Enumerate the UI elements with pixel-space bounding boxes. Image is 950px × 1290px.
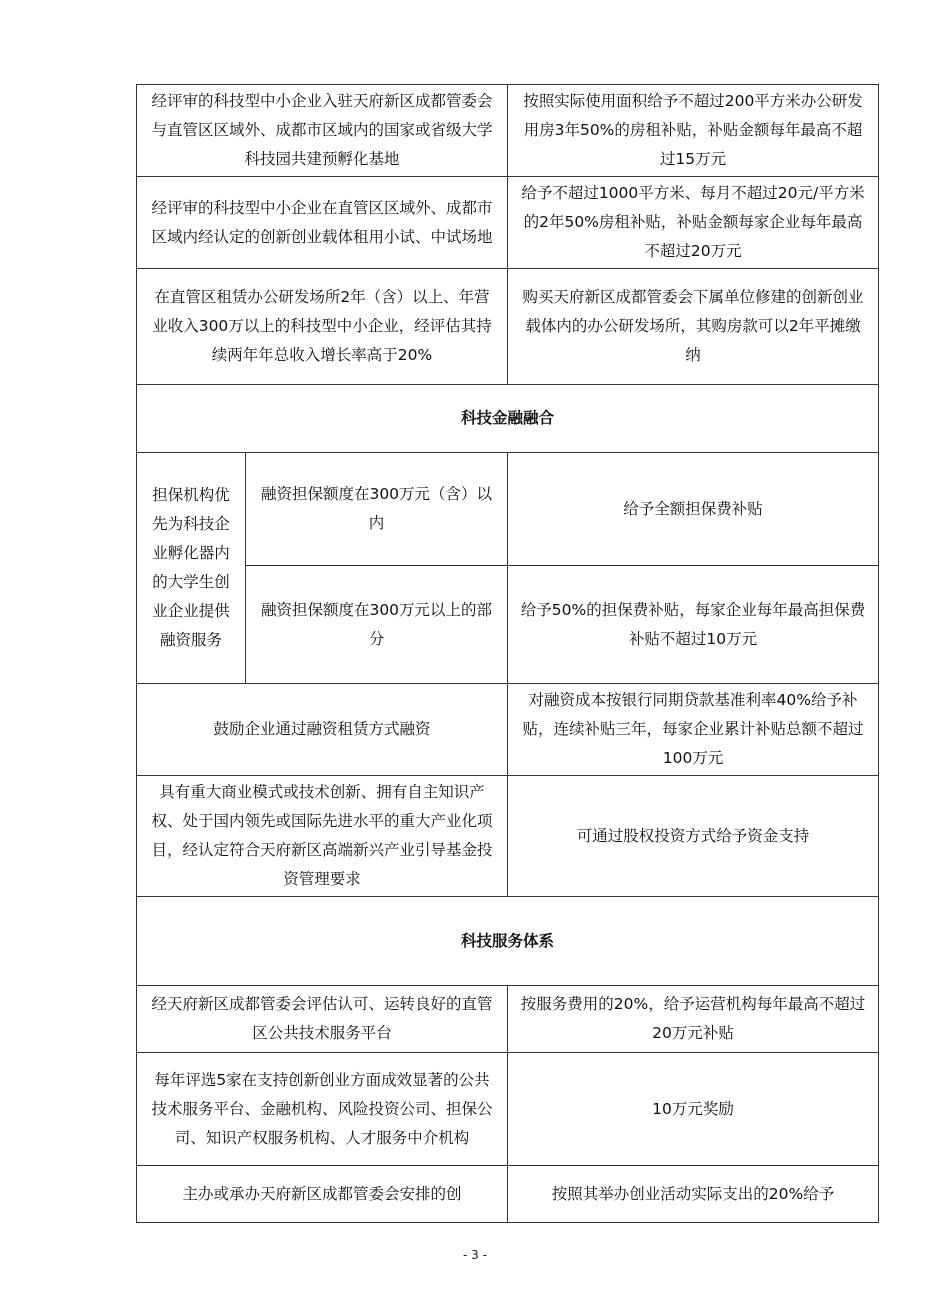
condition-cell: 具有重大商业模式或技术创新、拥有自主知识产权、处于国内领先或国际先进水平的重大产业化项目，经认定符合天府新区高端新兴产业引导基金投资管理要求 (137, 776, 508, 897)
policy-cell: 10万元奖励 (508, 1053, 879, 1166)
table-row (137, 85, 879, 177)
table-row (137, 269, 879, 385)
table-row (137, 566, 879, 684)
table-row (137, 1166, 879, 1223)
policy-cell: 给予50%的担保费补贴，每家企业每年最高担保费补贴不超过10万元 (508, 566, 879, 684)
page-number: - 3 - (463, 1248, 487, 1262)
policy-cell: 按照其举办创业活动实际支出的20%给予 (508, 1166, 879, 1223)
policy-table (136, 84, 879, 1223)
guarantee-org-cell: 担保机构优先为科技企业孵化器内的大学生创业企业提供融资服务 (137, 453, 246, 684)
table-row (137, 453, 879, 566)
condition-cell: 经天府新区成都管委会评估认可、运转良好的直管区公共技术服务平台 (137, 986, 508, 1053)
table-row (137, 986, 879, 1053)
policy-cell: 按照实际使用面积给予不超过200平方米办公研发用房3年50%的房租补贴，补贴金额每年最高不超过15万元 (508, 85, 879, 177)
condition-cell: 每年评选5家在支持创新创业方面成效显著的公共技术服务平台、金融机构、风险投资公司、担保公司、知识产权服务机构、人才服务中介机构 (137, 1053, 508, 1166)
section-title-finance: 科技金融融合 (137, 385, 879, 453)
section-title-service: 科技服务体系 (137, 897, 879, 986)
condition-cell: 鼓励企业通过融资租赁方式融资 (137, 684, 508, 776)
table-row (137, 684, 879, 776)
table-row (137, 177, 879, 269)
policy-cell: 给予不超过1000平方米、每月不超过20元/平方米的2年50%房租补贴，补贴金额每家企业每年最高不超过20万元 (508, 177, 879, 269)
policy-cell: 对融资成本按银行同期贷款基准利率40%给予补贴，连续补贴三年，每家企业累计补贴总额不超过100万元 (508, 684, 879, 776)
policy-cell: 按服务费用的20%，给予运营机构每年最高不超过20万元补贴 (508, 986, 879, 1053)
condition-cell: 在直管区租赁办公研发场所2年（含）以上、年营业收入300万以上的科技型中小企业，经评估其持续两年年总收入增长率高于20% (137, 269, 508, 385)
condition-cell: 经评审的科技型中小企业入驻天府新区成都管委会与直管区区域外、成都市区域内的国家或省级大学科技园共建预孵化基地 (137, 85, 508, 177)
section-row (137, 897, 879, 986)
section-row (137, 385, 879, 453)
policy-cell: 可通过股权投资方式给予资金支持 (508, 776, 879, 897)
policy-cell: 购买天府新区成都管委会下属单位修建的创新创业载体内的办公研发场所，其购房款可以2年平摊缴纳 (508, 269, 879, 385)
table-row (137, 1053, 879, 1166)
policy-cell: 给予全额担保费补贴 (508, 453, 879, 566)
table-row (137, 776, 879, 897)
condition-cell: 经评审的科技型中小企业在直管区区域外、成都市区域内经认定的创新创业载体租用小试、中试场地 (137, 177, 508, 269)
condition-cell: 融资担保额度在300万元（含）以内 (246, 453, 508, 566)
condition-cell: 融资担保额度在300万元以上的部分 (246, 566, 508, 684)
condition-cell: 主办或承办天府新区成都管委会安排的创 (137, 1166, 508, 1223)
